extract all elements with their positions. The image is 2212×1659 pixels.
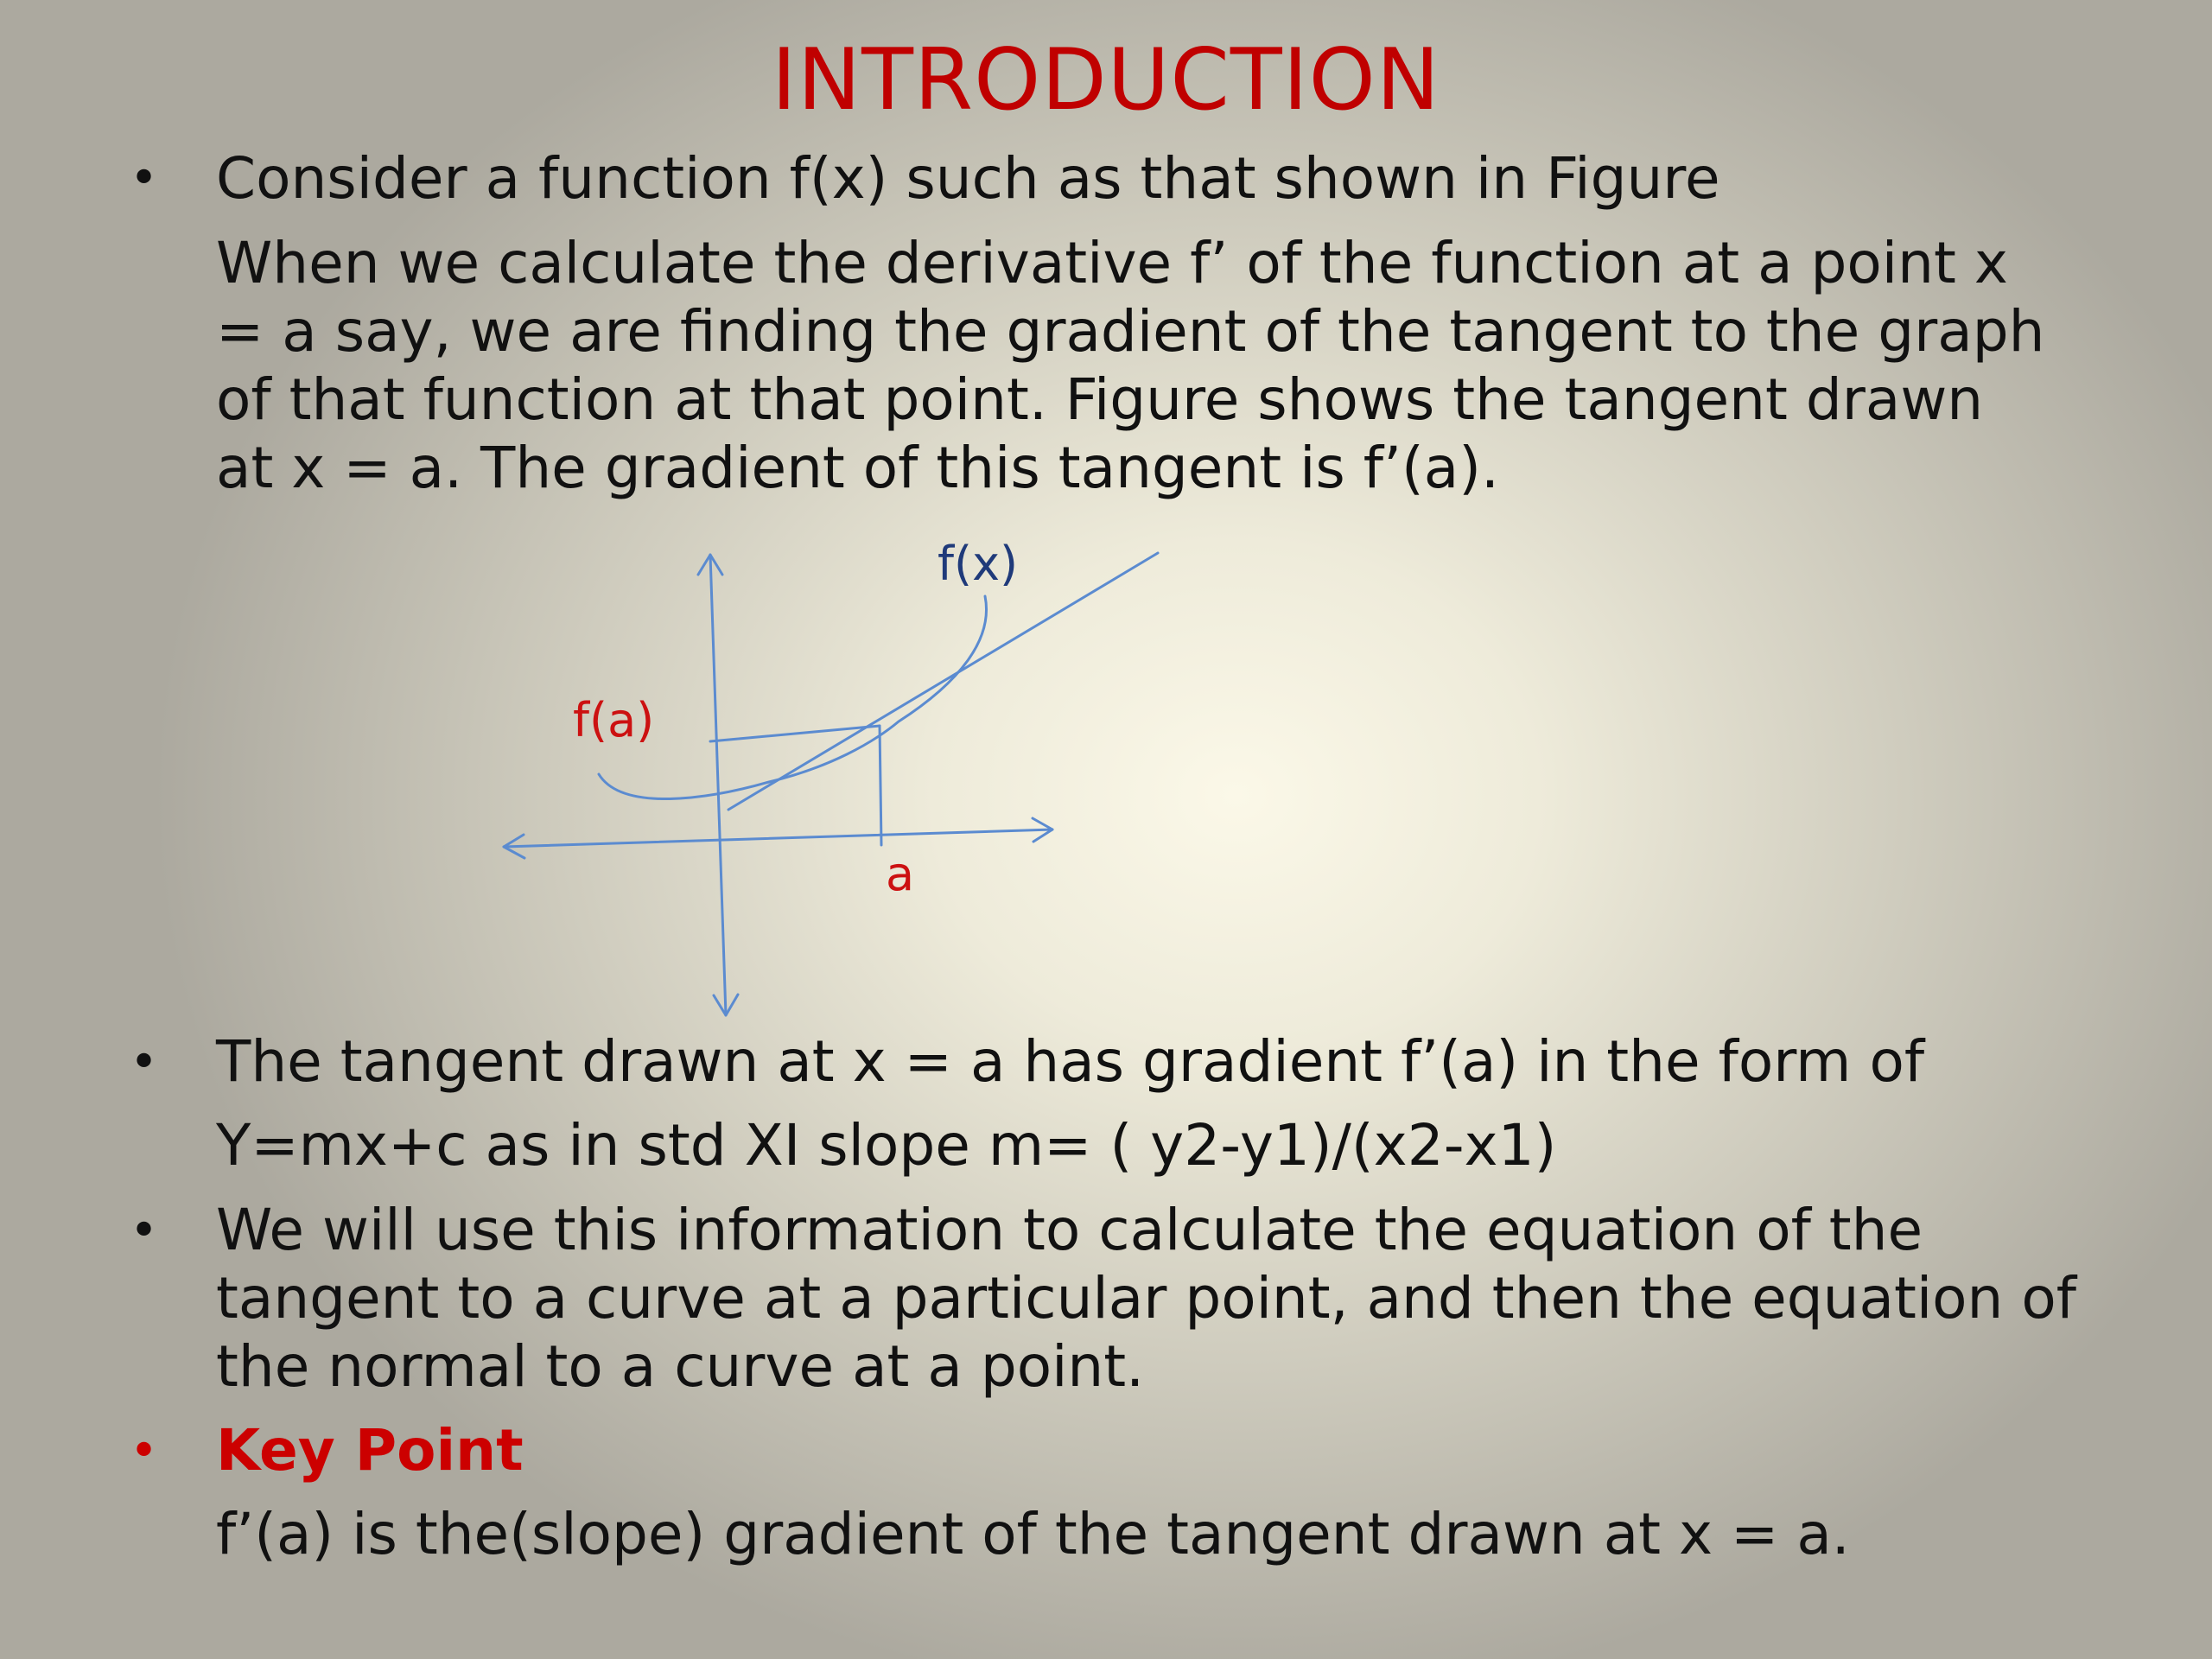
paragraph-3-line-3: the normal to a curve at a point. [216, 1333, 1145, 1400]
paragraph-1-line-3: = a say, we are finding the gradient of the tangent to the graph [216, 298, 2045, 365]
fa-label: f(a) [573, 693, 655, 747]
y-axis [710, 555, 726, 1015]
x-axis [504, 830, 1052, 847]
paragraph-2-line-2: Y=mx+c as in std XI slope m= ( y2-y1)/(x2-x1) [216, 1112, 1557, 1179]
bullet-2-text: The tangent drawn at x = a has gradient f’(a) in the form of [216, 1028, 1925, 1095]
y-axis-arrowhead-bottom [714, 995, 738, 1015]
y-axis-arrowhead-top [698, 555, 722, 575]
paragraph-3-line-2: tangent to a curve at a particular point, and then the equation of [216, 1265, 2076, 1332]
x-axis-arrowhead-right [1033, 818, 1052, 842]
bullet-3-text: We will use this information to calculate the equation of the [216, 1197, 1923, 1263]
a-guide-line [880, 726, 881, 845]
key-point-text: f’(a) is the(slope) gradient of the tangent drawn at x = a. [216, 1501, 1850, 1567]
paragraph-1-line-5: at x = a. The gradient of this tangent is f’(a). [216, 435, 1499, 501]
slide-title: INTRODUCTION [771, 31, 1441, 130]
paragraph-1-line-2: When we calculate the derivative f’ of the function at a point x [216, 230, 2008, 296]
bullet-marker: • [130, 1423, 159, 1479]
tangent-line [728, 553, 1158, 810]
function-curve [599, 596, 987, 799]
bullet-1-text: Consider a function f(x) such as that shown in Figure [216, 145, 1720, 212]
bullet-marker: • [130, 1034, 159, 1090]
fa-guide-line [710, 726, 880, 741]
x-axis-arrowhead-left [504, 835, 524, 858]
a-label: a [886, 847, 915, 901]
fx-label: f(x) [938, 537, 1019, 591]
key-point-heading: Key Point [216, 1417, 524, 1484]
bullet-marker: • [130, 1203, 159, 1259]
bullet-marker: • [130, 150, 159, 207]
paragraph-1-line-4: of that function at that point. Figure shows the tangent drawn [216, 366, 1984, 433]
